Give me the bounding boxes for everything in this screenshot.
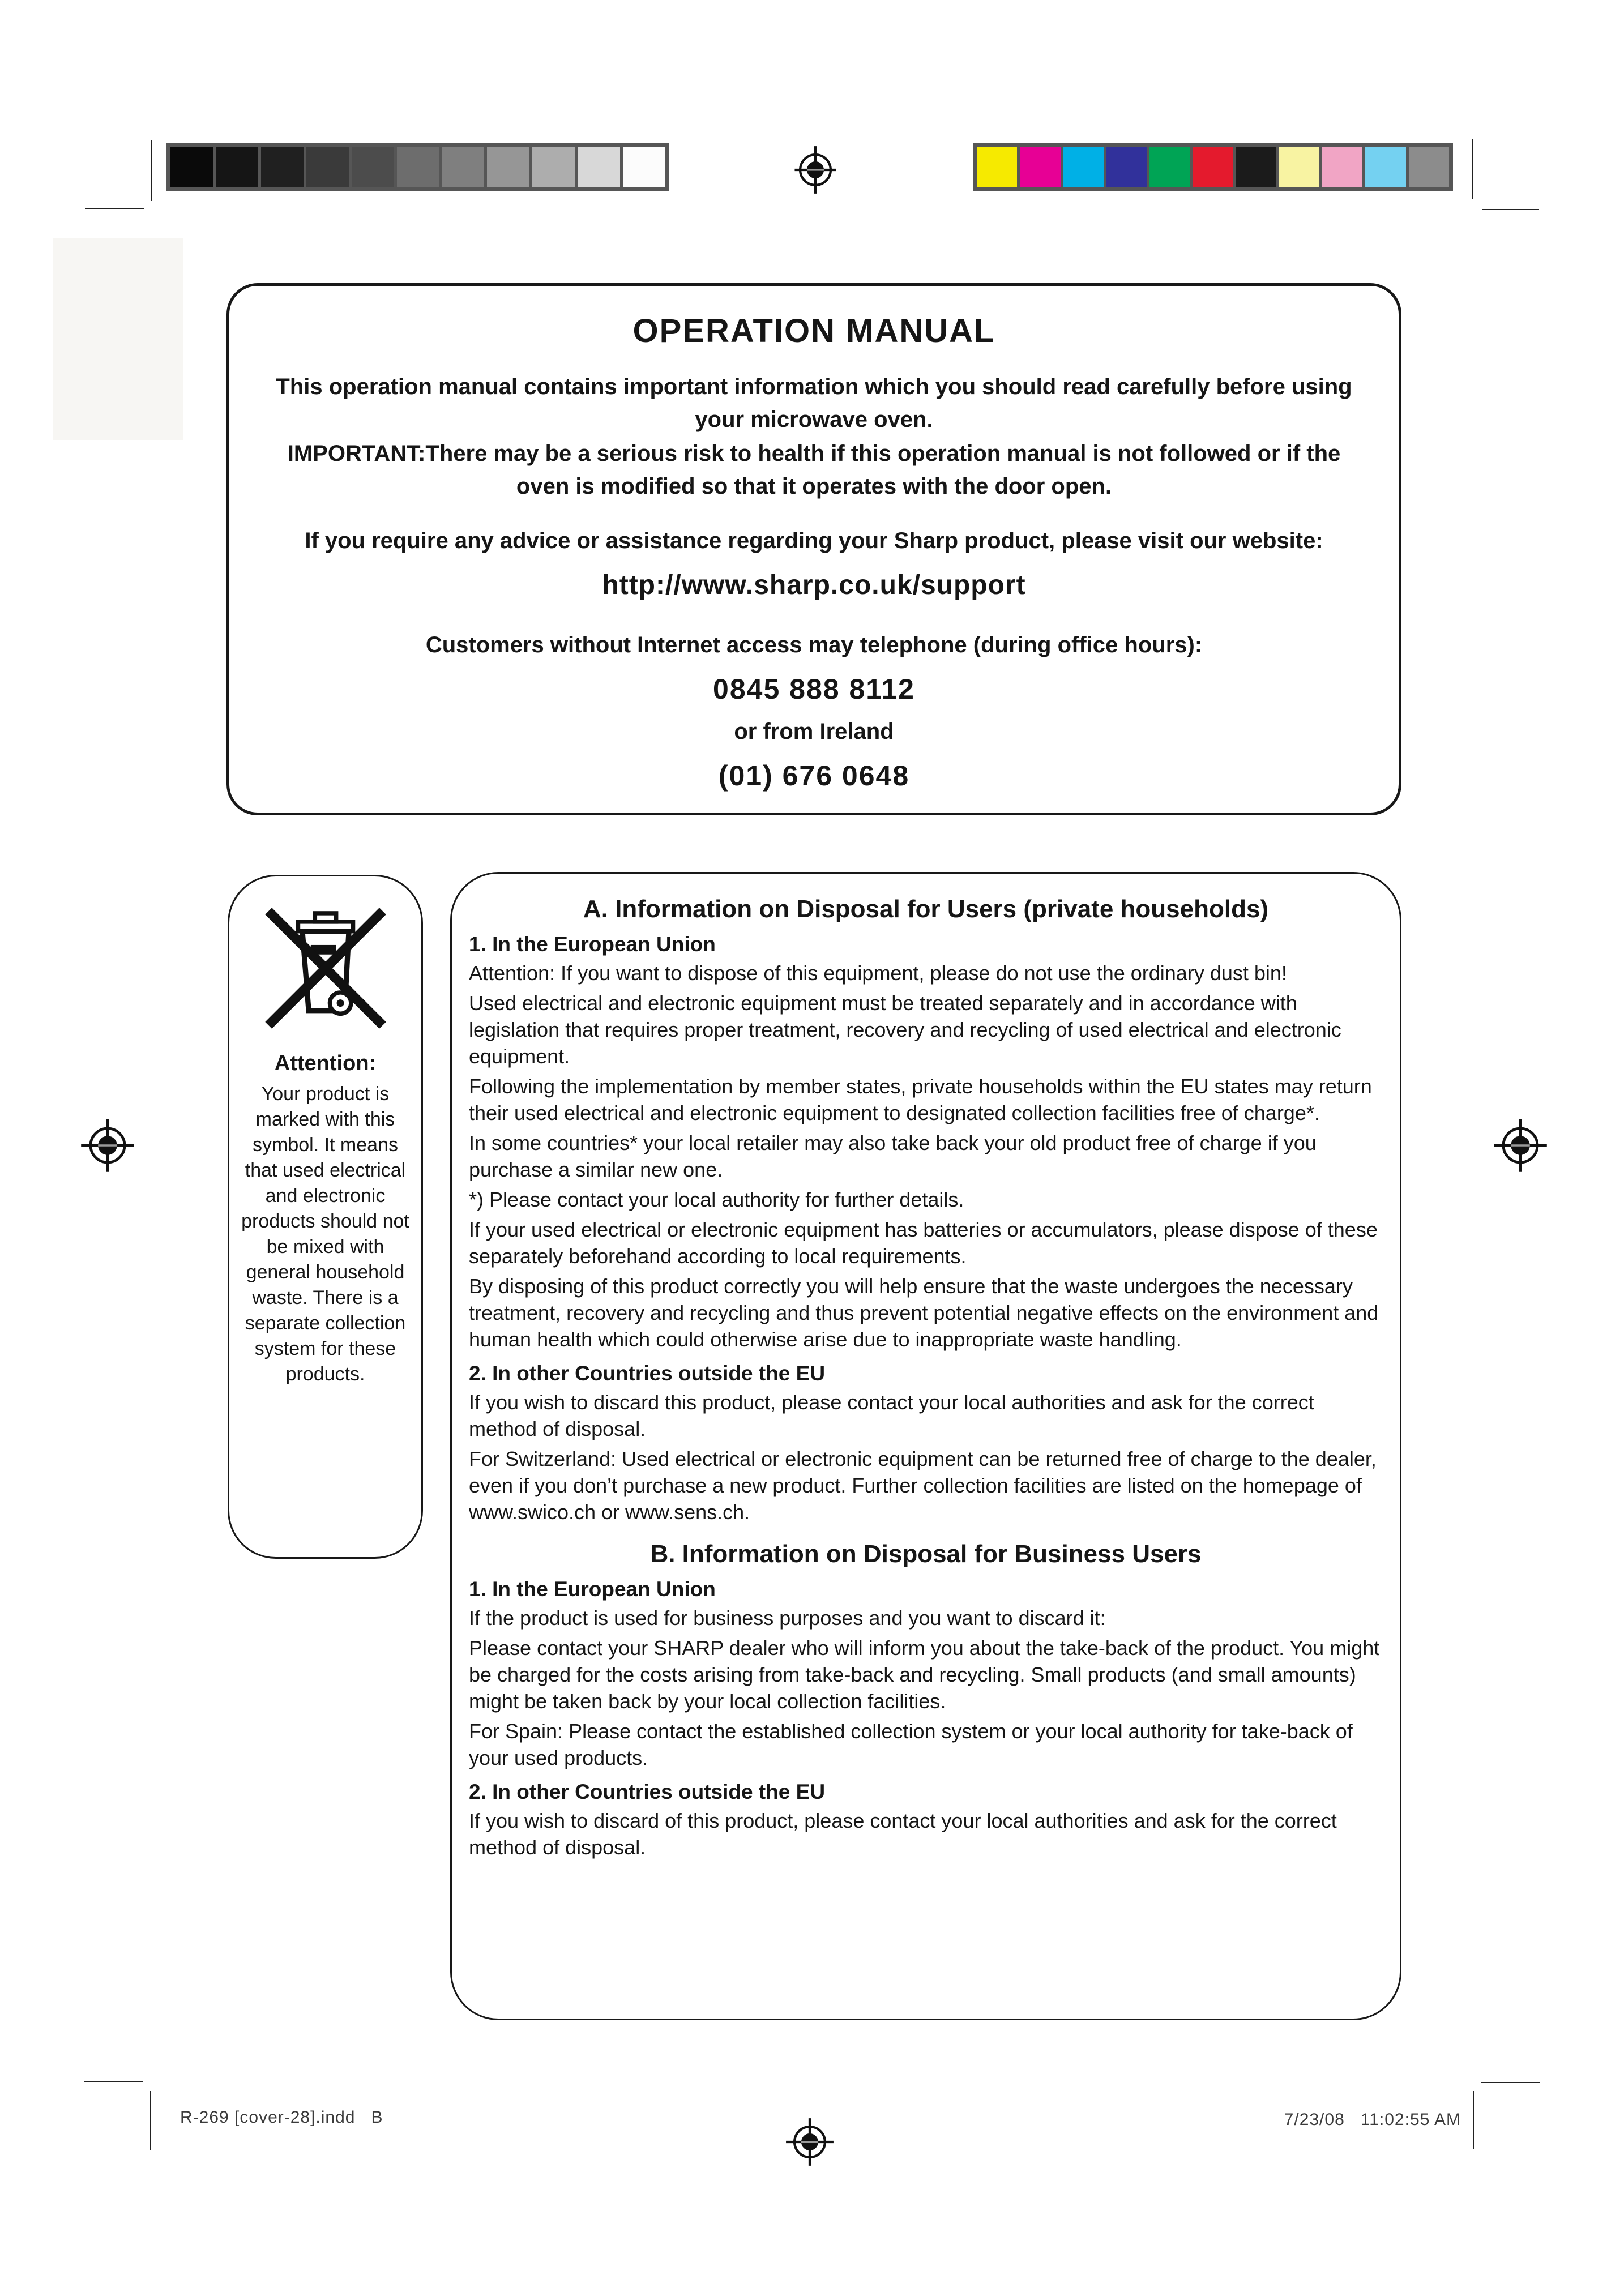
manual-title: OPERATION MANUAL <box>632 313 995 349</box>
attention-body-text: Your product is marked with this symbol. It means that used electrical and electronic products should not be mixed with general household waste. There is a separate collection system for these products. <box>241 1083 409 1385</box>
crop-mark <box>151 140 152 201</box>
calibration-swatch <box>1236 147 1276 187</box>
manual-important-paragraph: IMPORTANT:There may be a serious risk to health if this operation manual is not followed or if the oven is modified so that it operates with the door open. <box>287 441 1341 499</box>
paragraph: If your used electrical or electronic equipment has batteries or accumulators, please dispose of these separately beforehand according to local requirements. <box>469 1218 1378 1268</box>
calibration-swatch <box>1279 147 1319 187</box>
calibration-swatch <box>216 147 258 187</box>
weee-bin-icon <box>258 905 393 1034</box>
crop-mark <box>150 2091 151 2150</box>
phone-intro-paragraph: Customers without Internet access may telephone (during office hours): <box>425 632 1203 657</box>
crop-mark <box>1481 2082 1540 2083</box>
calibration-swatch <box>397 147 439 187</box>
calibration-swatch <box>1149 147 1190 187</box>
weee-attention-box <box>228 875 423 1559</box>
crop-mark <box>1472 139 1473 199</box>
crop-mark <box>1482 209 1539 210</box>
uk-phone-number: 0845 888 8112 <box>713 673 915 705</box>
paragraph: If you wish to discard this product, please contact your local authorities and ask for the correct method of disposal. <box>469 1391 1314 1440</box>
calibration-swatch <box>1106 147 1147 187</box>
support-website-url: http://www.sharp.co.uk/support <box>602 570 1026 600</box>
section-b-title: B. Information on Disposal for Business Users <box>650 1540 1202 1568</box>
disposal-info-box <box>450 872 1401 2020</box>
paragraph: Please contact your SHARP dealer who will inform you about the take-back of the product. You might be charged for the costs arising from take-back and recycling. Small products (and small amounts) might be taken back by your local collection facilities. <box>469 1636 1380 1713</box>
calibration-swatch <box>623 147 665 187</box>
print-through-ghost <box>53 238 183 440</box>
paragraph: Following the implementation by member states, private households within the EU states may return their used electrical and electronic equipment to designated collection facilities free of charge*. <box>469 1075 1372 1124</box>
calibration-swatch <box>1063 147 1104 187</box>
registration-mark-icon <box>1493 1118 1548 1173</box>
grayscale-calibration-bar <box>166 143 669 191</box>
calibration-swatch <box>487 147 529 187</box>
crop-mark <box>84 2081 143 2082</box>
registration-mark-icon <box>80 1118 135 1173</box>
operation-manual-box <box>226 283 1401 815</box>
footer-timestamp: 7/23/08 11:02:55 AM <box>1284 2110 1461 2129</box>
paragraph: By disposing of this product correctly you will help ensure that the waste undergoes the necessary treatment, recovery and recycling and thus prevent potential negative effects on the environment and human health which could otherwise arise due to inappropriate waste handling. <box>469 1275 1379 1351</box>
calibration-swatch <box>1193 147 1233 187</box>
paragraph: For Switzerland: Used electrical or electronic equipment can be returned free of charge to the dealer, even if you don’t purchase a new product. Further collection facilities are listed on the homepage of www.swico.ch or www.sens.ch. <box>469 1447 1377 1524</box>
section-a1-heading: 1. In the European Union <box>469 933 716 956</box>
paragraph: For Spain: Please contact the established collection system or your local authority for take-back of your used products. <box>469 1720 1353 1769</box>
manual-advice-paragraph: If you require any advice or assistance regarding your Sharp product, please visit our website: <box>305 528 1323 553</box>
ireland-phone-number: (01) 676 0648 <box>718 760 910 792</box>
calibration-swatch <box>1365 147 1405 187</box>
paragraph: In some countries* your local retailer may also take back your old product free of charge if you purchase a similar new one. <box>469 1131 1317 1181</box>
calibration-swatch <box>442 147 484 187</box>
section-b2-heading: 2. In other Countries outside the EU <box>469 1780 826 1803</box>
section-b1-heading: 1. In the European Union <box>469 1577 716 1601</box>
registration-mark-icon <box>791 146 840 194</box>
paragraph: If the product is used for business purposes and you want to discard it: <box>469 1606 1106 1630</box>
calibration-swatch <box>1322 147 1362 187</box>
calibration-swatch <box>977 147 1017 187</box>
footer-filename: R-269 [cover-28].indd B <box>180 2108 383 2127</box>
calibration-swatch <box>261 147 304 187</box>
ireland-label: or from Ireland <box>734 719 894 744</box>
crop-mark <box>85 208 144 209</box>
paragraph: *) Please contact your local authority for further details. <box>469 1188 964 1211</box>
crop-mark <box>1473 2091 1474 2149</box>
paragraph: Attention: If you want to dispose of this equipment, please do not use the ordinary dust bin! <box>469 961 1287 985</box>
color-calibration-bar <box>973 143 1453 191</box>
calibration-swatch <box>306 147 349 187</box>
section-a2-heading: 2. In other Countries outside the EU <box>469 1362 826 1385</box>
calibration-swatch <box>578 147 620 187</box>
paragraph: Used electrical and electronic equipment must be treated separately and in accordance with legislation that requires proper treatment, recovery and recycling of used electrical and electronic equipment. <box>469 991 1341 1068</box>
manual-intro-paragraph: This operation manual contains important information which you should read carefully before using your microwave oven. <box>276 374 1352 432</box>
section-a-title: A. Information on Disposal for Users (private households) <box>583 895 1269 923</box>
attention-heading: Attention: <box>274 1051 377 1075</box>
registration-mark-icon <box>785 2118 834 2166</box>
calibration-swatch <box>1409 147 1449 187</box>
calibration-swatch <box>532 147 575 187</box>
calibration-swatch <box>1020 147 1060 187</box>
calibration-swatch <box>170 147 213 187</box>
calibration-swatch <box>352 147 394 187</box>
paragraph: If you wish to discard of this product, please contact your local authorities and ask for the correct method of disposal. <box>469 1809 1337 1859</box>
